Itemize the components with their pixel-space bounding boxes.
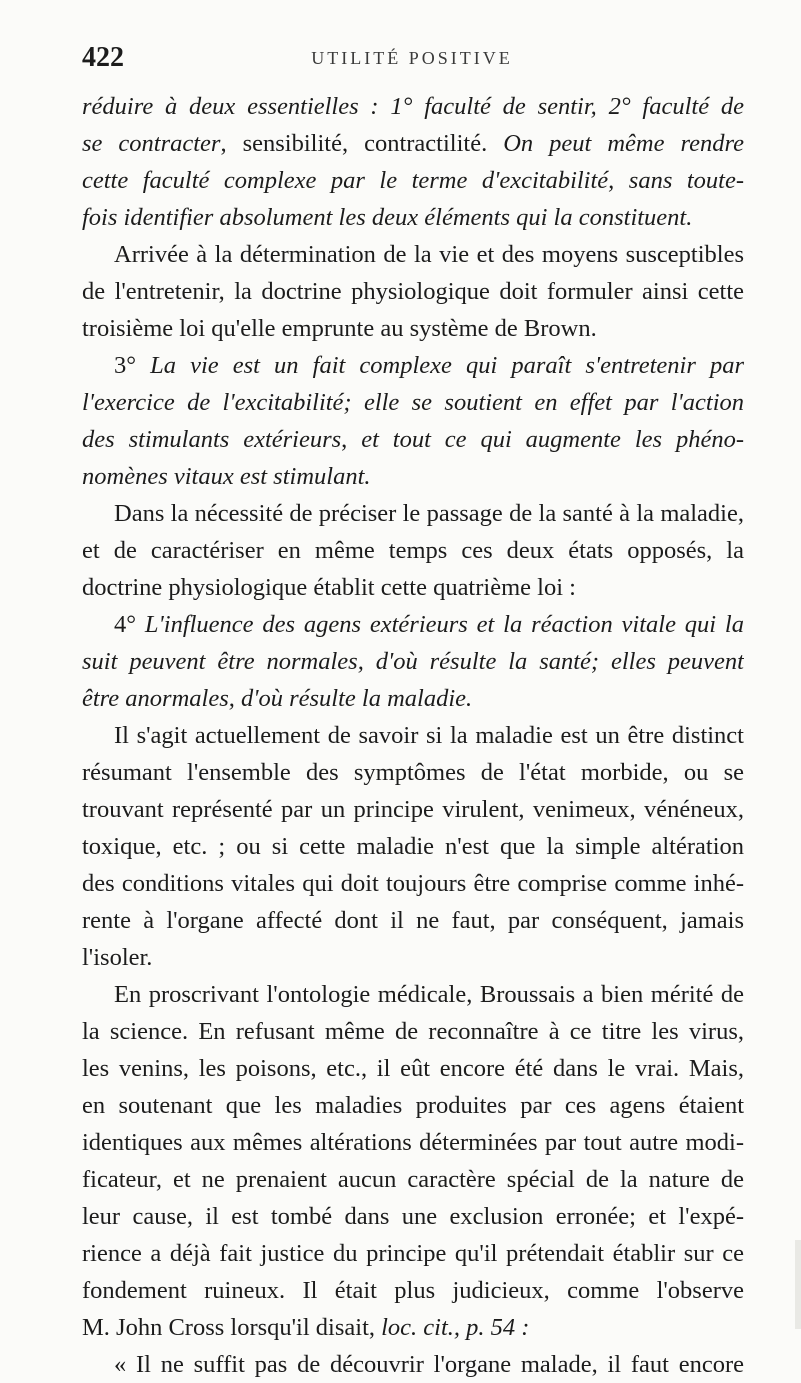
text-line — [82, 273, 744, 310]
text-line — [82, 1087, 744, 1124]
page-number: 422 — [82, 42, 124, 73]
text-line — [82, 1050, 744, 1087]
text-line — [82, 828, 744, 865]
text-line — [82, 384, 744, 421]
italic-text-segment: loc. cit., p. 54 : — [381, 1314, 530, 1341]
text-line — [82, 1124, 744, 1161]
text-line — [82, 310, 744, 347]
text-line — [82, 569, 744, 606]
text-line — [82, 125, 744, 162]
text-segment: la science. En refusant même de reconnaître à ce titre les virus, — [82, 1018, 744, 1045]
text-segment: 4° — [114, 611, 145, 638]
text-line — [82, 495, 744, 532]
italic-text-segment: et tout ce qui augmente les phéno- — [361, 426, 744, 453]
text-line — [82, 976, 744, 1013]
italic-text-segment: l'exercice de l'excitabilité; elle se soutient en effet par l'action — [82, 389, 744, 416]
text-segment: En proscrivant l'ontologie médicale, Broussais a bien mérité de — [114, 981, 744, 1008]
italic-text-segment: réduire à deux essentielles : 1° faculté de sentir, 2° faculté de — [82, 93, 744, 120]
text-segment: les venins, les poisons, etc., il eût encore été dans le vrai. Mais, — [82, 1055, 744, 1082]
text-line — [82, 680, 744, 717]
text-segment: ficateur, et ne prenaient aucun caractère spécial de la nature de — [82, 1166, 744, 1193]
italic-text-segment: suit peuvent être normales, d'où résulte la santé; elles peuvent — [82, 648, 744, 675]
text-line — [82, 458, 744, 495]
text-segment: « Il ne suffit pas de découvrir l'organe malade, il faut encore — [114, 1351, 744, 1378]
italic-text-segment: On peut même rendre — [503, 130, 744, 157]
text-line — [82, 421, 744, 458]
text-line — [82, 939, 744, 976]
page-header — [82, 42, 742, 76]
text-segment: des conditions vitales qui doit toujours être comprise comme inhé- — [82, 870, 744, 897]
italic-text-segment: cette faculté complexe par le terme d'excitabilité, sans toute- — [82, 167, 744, 194]
text-segment: identiques aux mêmes altérations déterminées par tout autre modi- — [82, 1129, 744, 1156]
italic-text-segment: nomènes vitaux est stimulant. — [82, 463, 371, 490]
text-segment: résumant l'ensemble des symptômes de l'état morbide, ou se — [82, 759, 744, 786]
text-segment: rente à l'organe affecté dont il ne faut, par conséquent, jamais — [82, 907, 744, 934]
text-line — [82, 1346, 744, 1383]
text-line — [82, 532, 744, 569]
italic-text-segment: se contracter — [82, 130, 221, 157]
text-segment: l'isoler. — [82, 944, 153, 971]
italic-text-segment: des stimulants extérieurs — [82, 426, 342, 453]
text-segment: trouvant représenté par un principe virulent, venimeux, vénéneux, — [82, 796, 744, 823]
text-line — [82, 236, 744, 273]
text-line — [82, 606, 744, 643]
text-segment: Arrivée à la détermination de la vie et des moyens susceptibles — [114, 241, 744, 268]
italic-text-segment: L'influence des agens extérieurs et la réaction vitale qui la — [144, 611, 744, 638]
text-line — [82, 643, 744, 680]
italic-text-segment: fois identifier absolument les deux éléments qui la constituent. — [82, 204, 693, 231]
text-segment: M. John Cross lorsqu'il disait, — [82, 1314, 382, 1341]
text-segment: toxique, etc. ; ou si cette maladie n'est que la simple altération — [82, 833, 744, 860]
text-segment: en soutenant que les maladies produites par ces agens étaient — [82, 1092, 744, 1119]
text-line — [82, 717, 744, 754]
text-line — [82, 902, 744, 939]
running-title: UTILITÉ POSITIVE — [311, 48, 513, 68]
text-line — [82, 199, 744, 236]
text-line — [82, 88, 744, 125]
text-line — [82, 347, 744, 384]
text-segment: , — [341, 426, 362, 453]
text-line — [82, 1198, 744, 1235]
text-segment: troisième loi qu'elle emprunte au système de Brown. — [82, 315, 597, 342]
text-line — [82, 1272, 744, 1309]
text-line — [82, 1013, 744, 1050]
text-segment: leur cause, il est tombé dans une exclusion erronée; et l'expé- — [82, 1203, 744, 1230]
text-segment: rience a déjà fait justice du principe qu'il prétendait établir sur ce — [82, 1240, 744, 1267]
italic-text-segment: être anormales, d'où résulte la maladie. — [82, 685, 473, 712]
text-segment: doctrine physiologique établit cette quatrième loi : — [82, 574, 576, 601]
italic-text-segment: La vie est un fait complexe qui paraît s'entretenir par — [150, 352, 744, 379]
text-segment: Il s'agit actuellement de savoir si la maladie est un être distinct — [114, 722, 744, 749]
text-segment: Dans la nécessité de préciser le passage de la santé à la maladie, — [114, 500, 744, 527]
text-line — [82, 865, 744, 902]
text-line — [82, 1161, 744, 1198]
text-line — [82, 1309, 744, 1346]
body-text — [82, 88, 744, 1383]
text-segment: de l'entretenir, la doctrine physiologique doit formuler ainsi cette — [82, 278, 744, 305]
text-segment: fondement ruineux. Il était plus judicieux, comme l'observe — [82, 1277, 744, 1304]
text-segment: et de caractériser en même temps ces deux états opposés, la — [82, 537, 744, 564]
text-segment: 3° — [114, 352, 151, 379]
text-line — [82, 791, 744, 828]
text-line — [82, 754, 744, 791]
page-edge-shadow — [795, 1240, 801, 1329]
text-line — [82, 1235, 744, 1272]
text-line — [82, 162, 744, 199]
text-segment: , sensibilité, contractilité. — [220, 130, 504, 157]
